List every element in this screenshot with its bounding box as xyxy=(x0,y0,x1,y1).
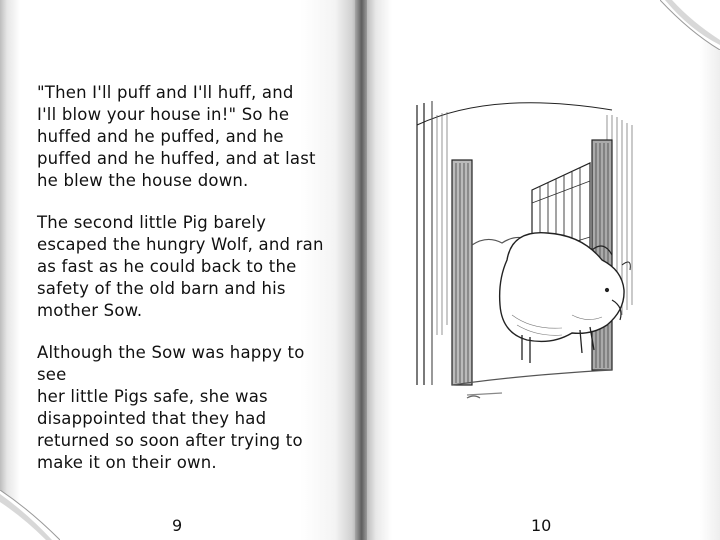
page-curl-top-right xyxy=(660,0,720,50)
pig-at-barn-gate-illustration xyxy=(412,85,642,415)
paragraph-1: "Then I'll puff and I'll huff, and I'll blow your house in!" So he huffed and he puffed, and he puffed and he huffed, and at last he blew the house down. xyxy=(37,83,316,190)
page-number-left: 9 xyxy=(172,516,183,535)
page-number-right: 10 xyxy=(531,516,552,535)
page-curl-bottom-left xyxy=(0,490,60,540)
paragraph-2: The second little Pig barely escaped the hungry Wolf, and ran as fast as he could back to the safety of the old barn and his mother Sow. xyxy=(37,213,324,320)
paragraph-3: Although the Sow was happy to see her little Pigs safe, she was disappointed that they had returned so soon after trying to make it on their own. xyxy=(37,343,305,472)
book-spine xyxy=(355,0,367,540)
